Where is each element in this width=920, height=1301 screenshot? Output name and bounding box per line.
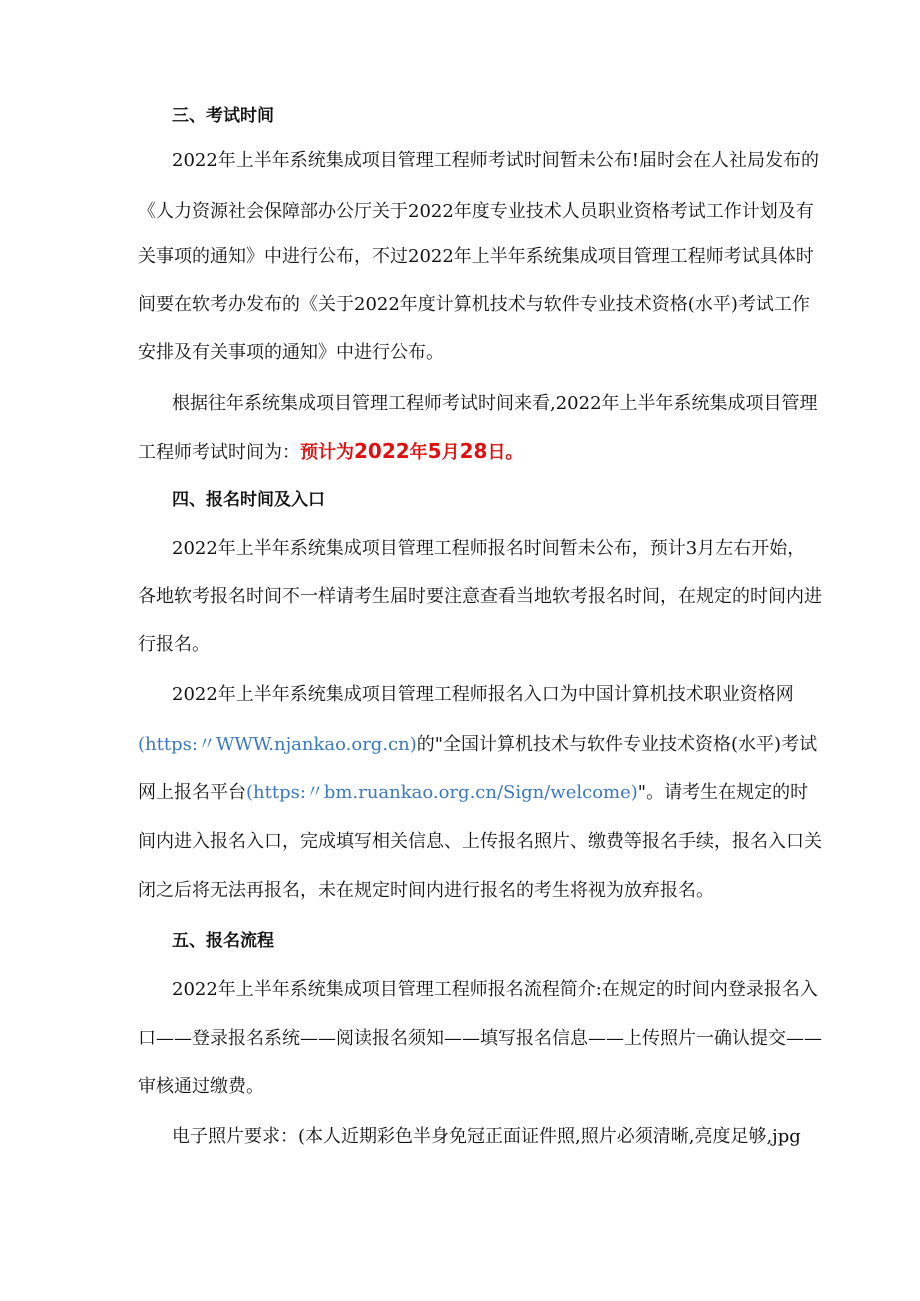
- paragraph-line: 根据往年系统集成项目管理工程师考试时间来看,2022年上半年系统集成项目管理: [172, 393, 818, 414]
- paragraph-line: 《人力资源社会保障部办公厅关于2022年度专业技术人员职业资格考试工作计划及有: [138, 201, 814, 222]
- paragraph-line: 审核通过缴费。: [138, 1076, 264, 1097]
- link-leading-text: 网上报名平台: [138, 782, 246, 803]
- paragraph-line: 行报名。: [138, 634, 210, 655]
- paragraph-line: [138, 733, 818, 757]
- paragraph-line: 间要在软考办发布的《关于2022年度计算机技术与软件专业技术资格(水平)考试工作: [138, 294, 810, 315]
- paragraph-line: 闭之后将无法再报名，未在规定时间内进行报名的考生将视为放弃报名。: [138, 880, 714, 901]
- paragraph-line: 2022年上半年系统集成项目管理工程师报名时间暂未公布，预计3月左右开始，: [172, 538, 806, 559]
- highlight-text: 日。: [487, 442, 524, 463]
- section-heading-registration-process: 五、报名流程: [172, 931, 274, 951]
- paragraph-line: 电子照片要求：(本人近期彩色半身免冠正面证件照,照片必须清晰,亮度足够,jpg: [172, 1126, 801, 1147]
- link-trailing-text: "。请考生在规定的时: [637, 782, 809, 803]
- link-trailing-text: 的"全国计算机技术与软件专业技术资格(水平)考试: [416, 734, 818, 755]
- paragraph-line: 口——登录报名系统——阅读报名须知——填写报名信息——上传照片一确认提交——: [138, 1028, 822, 1049]
- exam-date-prefix: 工程师考试时间为：: [138, 442, 300, 463]
- highlight-text: 月: [441, 442, 460, 463]
- njankao-link[interactable]: (https:〃WWW.njankao.org.cn): [138, 734, 417, 755]
- paragraph-line: [138, 781, 809, 805]
- highlight-day: 28: [459, 439, 488, 463]
- highlight-month: 5: [427, 439, 442, 463]
- paragraph-line: 间内进入报名入口，完成填写相关信息、上传报名照片、缴费等报名手续，报名入口关: [138, 831, 822, 852]
- ruankao-signup-link[interactable]: (https:〃bm.ruankao.org.cn/Sign/welcome): [246, 782, 638, 803]
- highlight-year: 2022: [354, 439, 410, 463]
- paragraph-line: 2022年上半年系统集成项目管理工程师报名流程简介:在规定的时间内登录报名入: [172, 979, 818, 1000]
- section-heading-registration: 四、报名时间及入口: [172, 490, 325, 510]
- highlight-text: 年: [409, 442, 428, 463]
- paragraph-line: 2022年上半年系统集成项目管理工程师报名入口为中国计算机技术职业资格网: [172, 684, 794, 705]
- highlight-text: 预计为: [300, 442, 354, 463]
- exam-date-highlight: [300, 439, 524, 463]
- paragraph-line: 各地软考报名时间不一样请考生届时要注意查看当地软考报名时间，在规定的时间内进: [138, 586, 822, 607]
- exam-date-line: [138, 439, 788, 463]
- paragraph-line: 安排及有关事项的通知》中进行公布。: [138, 342, 444, 363]
- section-heading-exam-time: 三、考试时间: [172, 106, 274, 126]
- paragraph-line: 关事项的通知》中进行公布，不过2022年上半年系统集成项目管理工程师考试具体时: [138, 246, 814, 267]
- paragraph-line: 2022年上半年系统集成项目管理工程师考试时间暂未公布!届时会在人社局发布的: [172, 150, 820, 171]
